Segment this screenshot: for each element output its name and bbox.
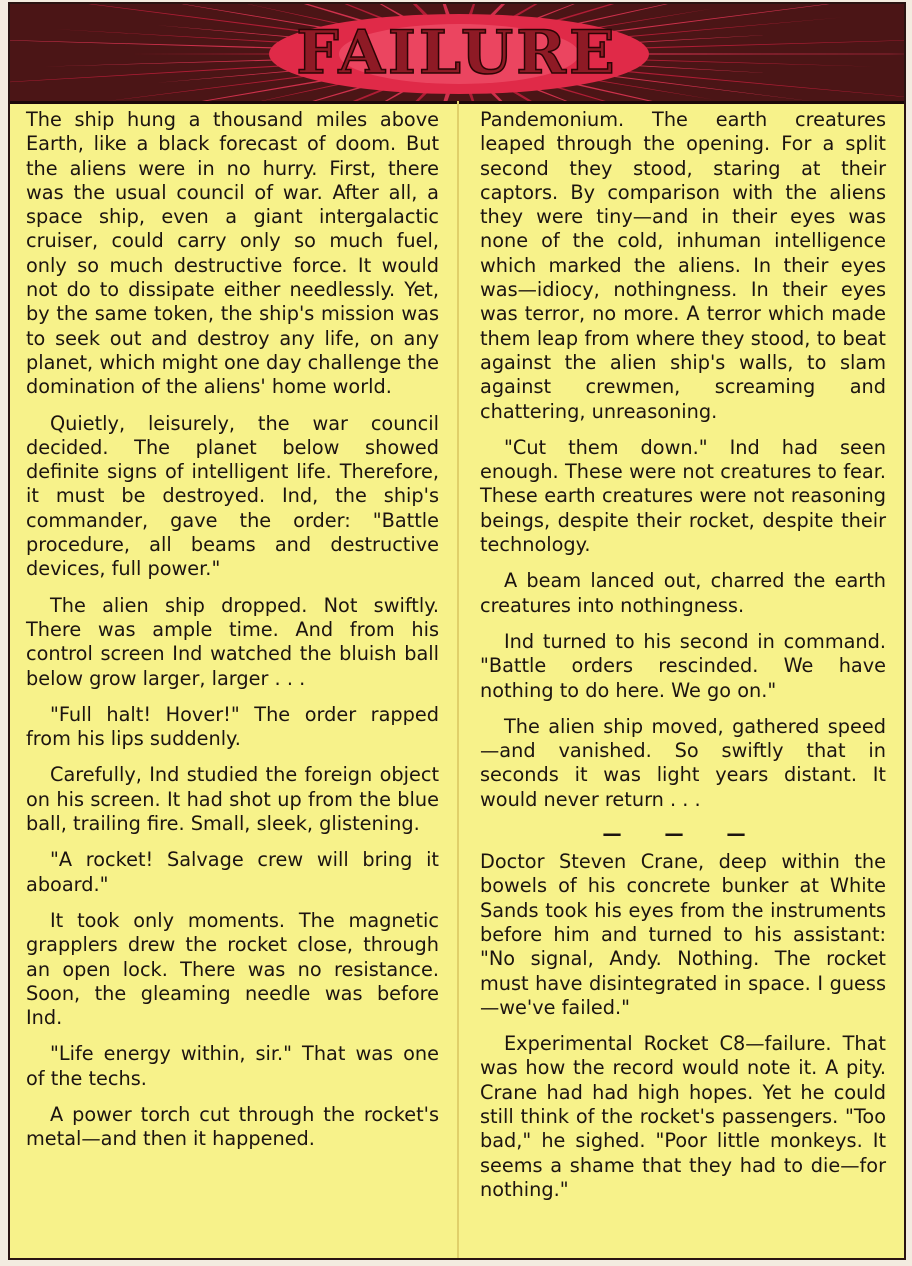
right-column [480, 108, 886, 1214]
title-banner [10, 4, 904, 104]
paragraph: Carefully, Ind studied the foreign object on his screen. It had shot up from the blue ball, trailing fire. Small, sleek, glistening. [26, 763, 439, 836]
paragraph: "A rocket! Salvage crew will bring it aboard." [26, 848, 439, 896]
paragraph: "Life energy within, sir." That was one of the techs. [26, 1042, 439, 1090]
paragraph: Ind turned to his second in command. "Battle orders rescinded. We have nothing to do here. We go on." [480, 629, 886, 702]
paragraph: Experimental Rocket C8—failure. That was how the record would note it. A pity. Crane had had high hopes. Yet he could still think of the rocket's passengers. "Too bad," he sighed. "Poor little monkeys. It seems a shame that they had to die—for nothing." [480, 1032, 886, 1201]
paragraph: "Full halt! Hover!" The order rapped from his lips suddenly. [26, 702, 439, 751]
paragraph: Pandemonium. The earth creatures leaped through the opening. For a split second they stood, staring at their captors. By comparison with the aliens they were tiny—and in their eyes was none of the cold, inhuman intelligence which marked the aliens. In their eyes was—idiocy, nothingness. In their eyes was terror, no more. A terror which made them leap from where they stood, to beat against the alien ship's walls, to slam against crewmen, screaming and chattering, unreasoning. [480, 108, 886, 423]
column-gutter [457, 101, 459, 1260]
left-column [26, 108, 439, 1164]
scene-break: — — — [602, 822, 764, 846]
paragraph: It took only moments. The magnetic grapplers drew the rocket close, through an open lock. There was no resistance. Soon, the gleaming needle was before Ind. [26, 908, 439, 1030]
paragraph: The ship hung a thousand miles above Earth, like a black forecast of doom. But the aliens were in no hurry. First, there was the usual council of war. After all, a space ship, even a giant intergalactic cruiser, could carry only so much fuel, only so much destructive force. It would not do to dissipate either needlessly. Yet, by the same token, the ship's mission was to seek out and destroy any life, on any planet, which might one day challenge the domination of the aliens' home world. [26, 108, 439, 399]
paragraph: A beam lanced out, charred the earth creatures into nothingness. [480, 569, 886, 617]
paragraph: "Cut them down." Ind had seen enough. These were not creatures to fear. These earth creatures were not reasoning beings, despite their rocket, despite their technology. [480, 435, 886, 557]
paragraph: A power torch cut through the rocket's metal—and then it happened. [26, 1102, 439, 1151]
story-page [8, 2, 906, 1260]
paragraph: The alien ship dropped. Not swiftly. There was ample time. And from his control screen Ind watched the bluish ball below grow larger, larger . . . [26, 593, 439, 690]
paragraph: Doctor Steven Crane, deep within the bowels of his concrete bunker at White Sands took his eyes from the instruments before him and turned to his assistant: "No signal, Andy. Nothing. The rocket must have disintegrated in space. I guess—we've failed." [480, 850, 886, 1019]
paragraph: Quietly, leisurely, the war council decided. The planet below showed definite signs of intelligent life. Therefore, it must be destroyed. Ind, the ship's commander, gave the order: "Battle procedure, all beams and destructive devices, full power." [26, 411, 439, 581]
paragraph: The alien ship moved, gathered speed—and vanished. So swiftly that in seconds it was light years distant. It would never return . . . [480, 714, 886, 811]
page-title: FAILURE [296, 18, 618, 88]
